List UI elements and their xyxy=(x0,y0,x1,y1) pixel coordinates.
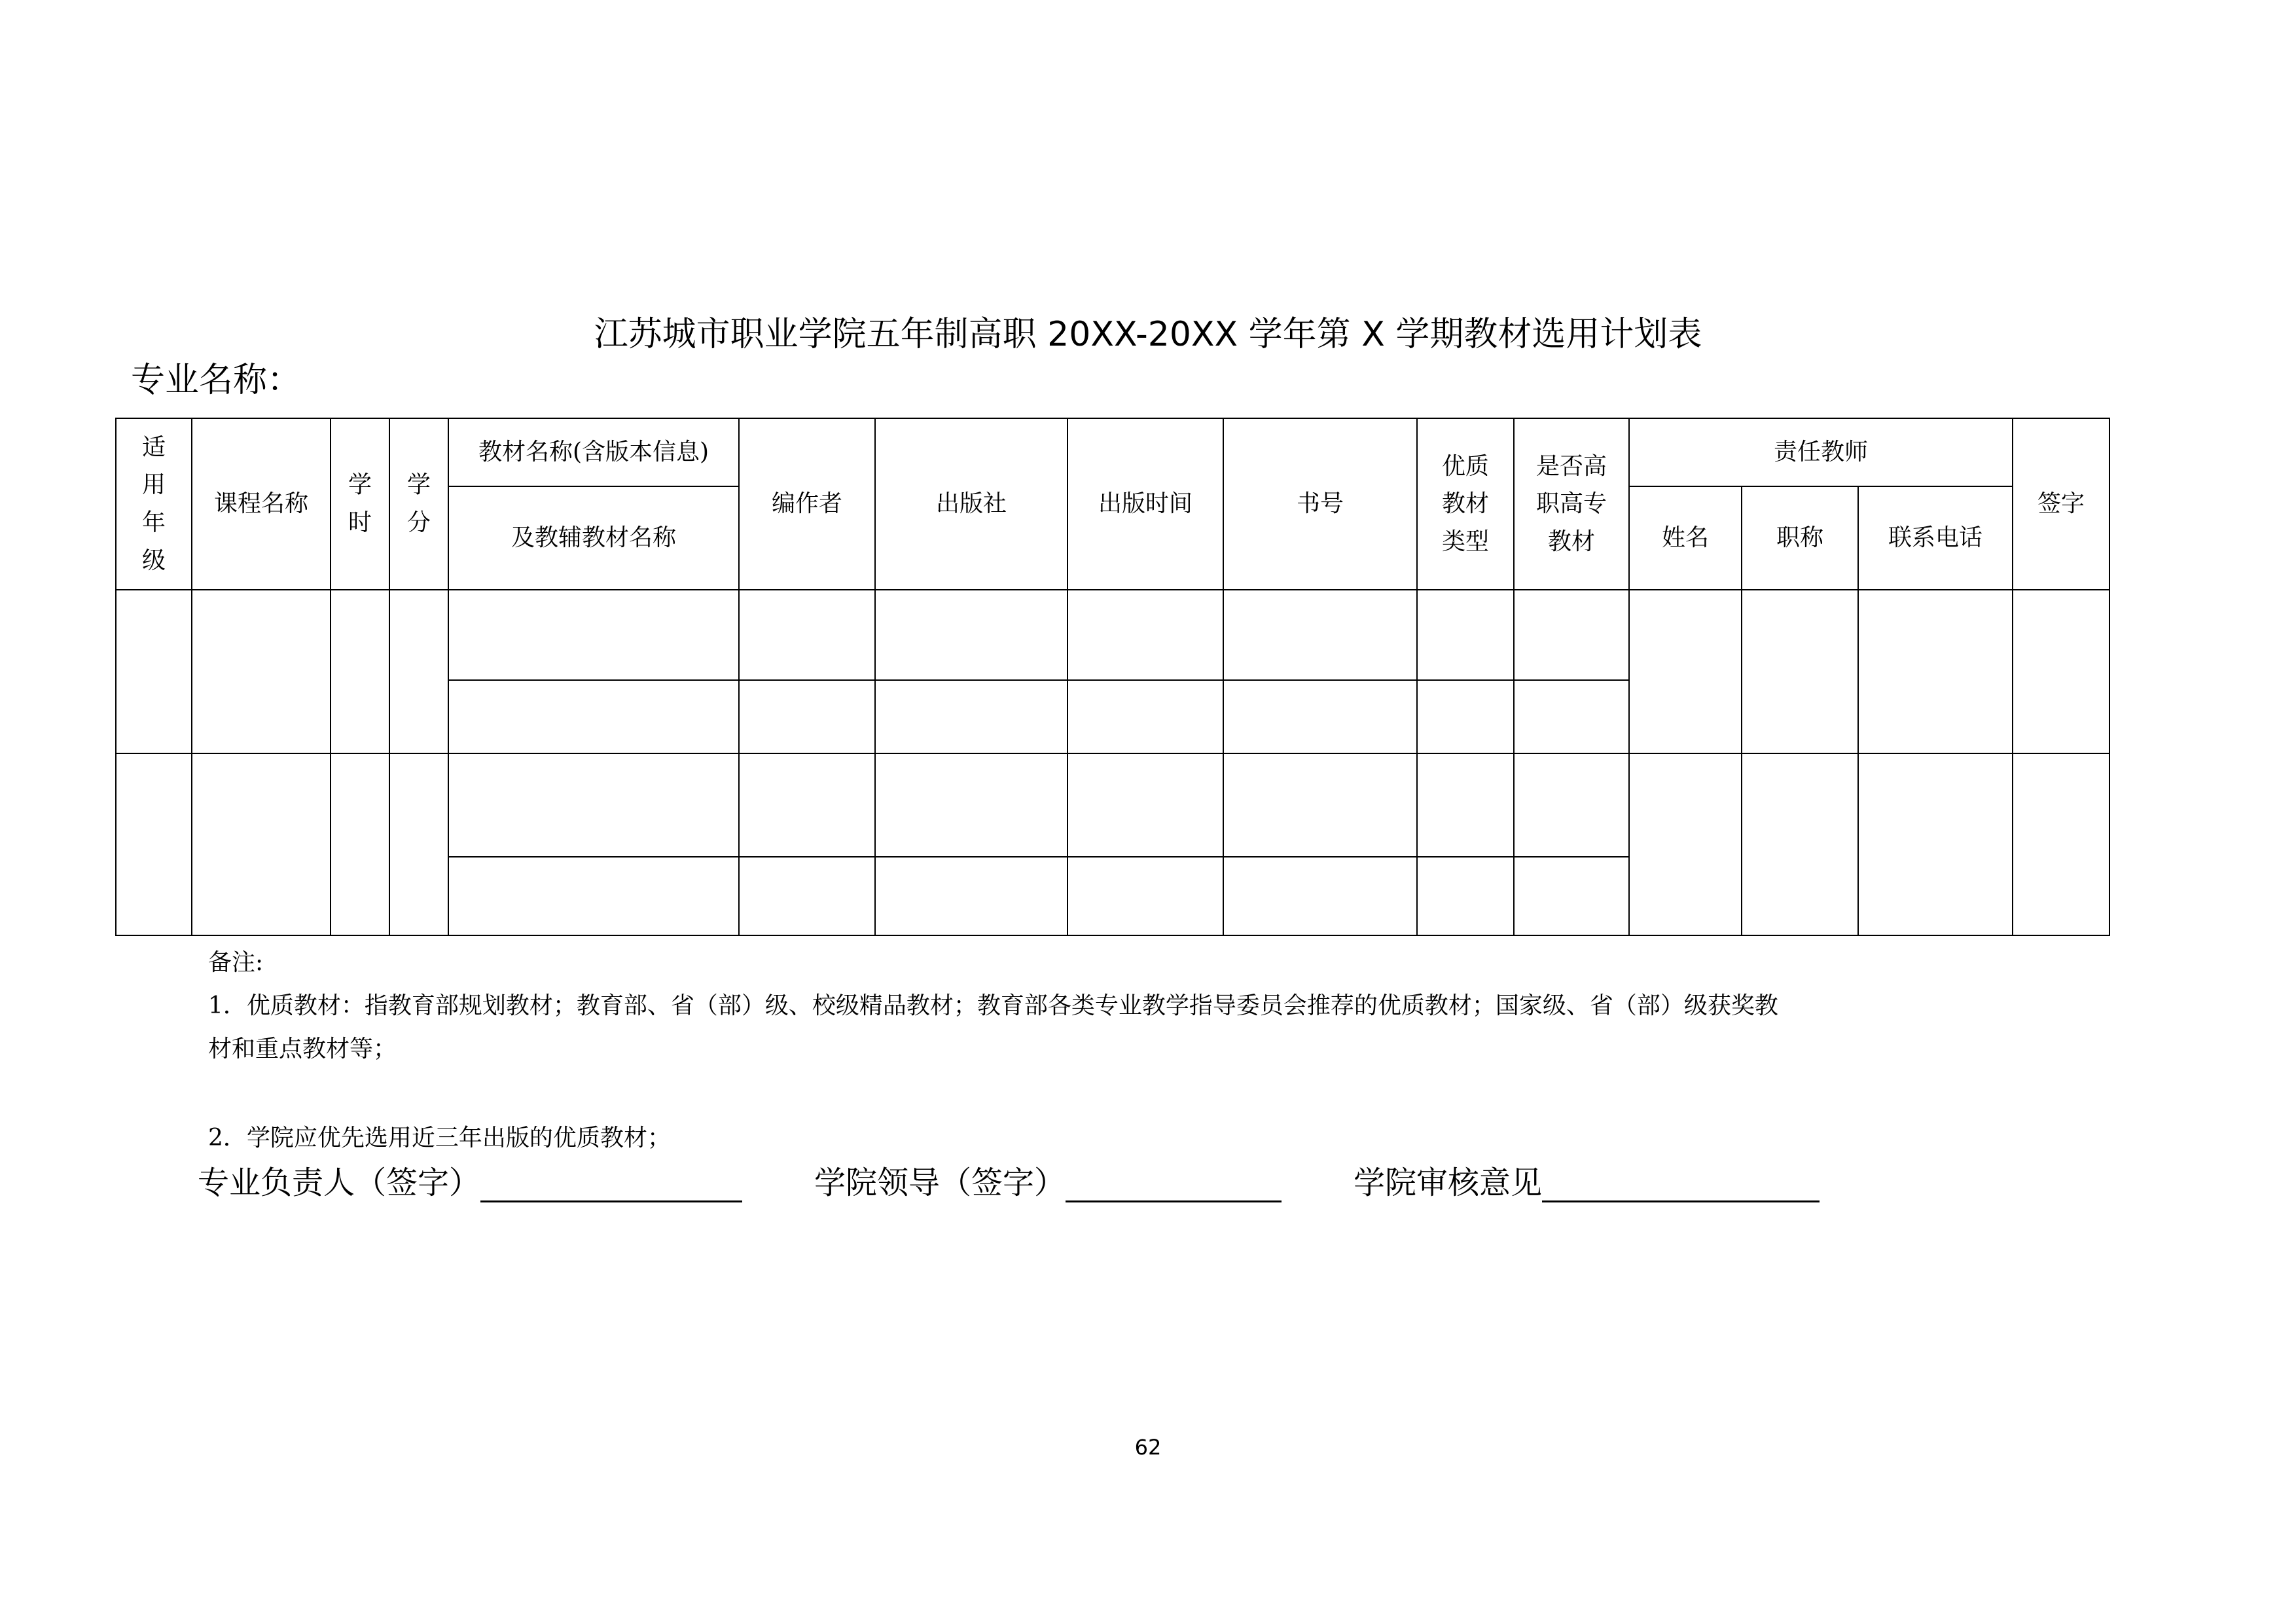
cell-publisher[interactable] xyxy=(875,753,1067,857)
cell-hours[interactable] xyxy=(331,753,389,935)
header-teacher-title: 职称 xyxy=(1742,486,1858,590)
cell-higher-vocational[interactable] xyxy=(1514,857,1629,935)
header-teacher-name: 姓名 xyxy=(1629,486,1742,590)
cell-teacher-phone[interactable] xyxy=(1858,590,2013,753)
cell-book-number[interactable] xyxy=(1223,857,1417,935)
cell-publisher[interactable] xyxy=(875,857,1067,935)
major-head-signature-line[interactable] xyxy=(480,1166,742,1202)
college-review-line[interactable] xyxy=(1542,1166,1820,1202)
note-item-1-continued: 材和重点教材等； xyxy=(208,1036,397,1062)
header-course-name: 课程名称 xyxy=(192,418,331,590)
header-textbook-name: 教材名称(含版本信息) xyxy=(448,418,739,486)
major-name-label: 专业名称： xyxy=(131,361,302,400)
college-review-label: 学院审核意见 xyxy=(1354,1164,1543,1201)
cell-quality-type[interactable] xyxy=(1417,680,1514,753)
cell-author[interactable] xyxy=(739,680,875,753)
cell-book-number[interactable] xyxy=(1223,590,1417,680)
cell-quality-type[interactable] xyxy=(1417,857,1514,935)
header-teacher-phone: 联系电话 xyxy=(1858,486,2013,590)
notes-heading: 备注: xyxy=(208,949,264,976)
cell-teacher-name[interactable] xyxy=(1629,753,1742,935)
cell-quality-type[interactable] xyxy=(1417,590,1514,680)
header-author: 编作者 xyxy=(739,418,875,590)
cell-publish-date[interactable] xyxy=(1067,753,1223,857)
cell-teacher-phone[interactable] xyxy=(1858,753,2013,935)
cell-supplementary-textbook[interactable] xyxy=(448,680,739,753)
cell-publisher[interactable] xyxy=(875,590,1067,680)
cell-author[interactable] xyxy=(739,753,875,857)
college-leader-signature-line[interactable] xyxy=(1066,1166,1282,1202)
major-head-signature-label: 专业负责人（签字） xyxy=(198,1164,481,1201)
header-signature: 签字 xyxy=(2013,418,2109,590)
header-publisher: 出版社 xyxy=(875,418,1067,590)
header-higher-vocational: 是否高职高专教材 xyxy=(1514,418,1629,590)
document-title: 江苏城市职业学院五年制高职 20XX-20XX 学年第 X 学期教材选用计划表 xyxy=(594,315,1702,354)
note-item-1: 1．优质教材：指教育部规划教材；教育部、省（部）级、校级精品教材；教育部各类专业教学指导委员会推荐的优质教材；国家级、省（部）级获奖教 xyxy=(208,992,1778,1019)
cell-grade[interactable] xyxy=(116,753,192,935)
notes-section xyxy=(208,941,1884,1160)
cell-credits[interactable] xyxy=(389,590,448,753)
cell-credits[interactable] xyxy=(389,753,448,935)
textbook-plan-table xyxy=(115,418,2110,936)
cell-signature[interactable] xyxy=(2013,753,2109,935)
cell-supplementary-textbook[interactable] xyxy=(448,857,739,935)
cell-course-name[interactable] xyxy=(192,590,331,753)
page-number: 62 xyxy=(1134,1435,1162,1460)
cell-higher-vocational[interactable] xyxy=(1514,590,1629,680)
cell-author[interactable] xyxy=(739,590,875,680)
cell-higher-vocational[interactable] xyxy=(1514,680,1629,753)
signature-row xyxy=(198,1157,1820,1202)
cell-hours[interactable] xyxy=(331,590,389,753)
cell-quality-type[interactable] xyxy=(1417,753,1514,857)
header-book-number: 书号 xyxy=(1223,418,1417,590)
college-leader-signature-label: 学院领导（签字） xyxy=(814,1164,1066,1201)
cell-book-number[interactable] xyxy=(1223,680,1417,753)
cell-textbook-name[interactable] xyxy=(448,753,739,857)
table-row xyxy=(116,753,2109,857)
cell-grade[interactable] xyxy=(116,590,192,753)
header-publish-date: 出版时间 xyxy=(1067,418,1223,590)
cell-publish-date[interactable] xyxy=(1067,680,1223,753)
header-hours: 学时 xyxy=(331,418,389,590)
cell-publish-date[interactable] xyxy=(1067,857,1223,935)
cell-signature[interactable] xyxy=(2013,590,2109,753)
cell-higher-vocational[interactable] xyxy=(1514,753,1629,857)
cell-teacher-name[interactable] xyxy=(1629,590,1742,753)
note-item-2: 2．学院应优先选用近三年出版的优质教材； xyxy=(208,1125,671,1151)
cell-publish-date[interactable] xyxy=(1067,590,1223,680)
cell-author[interactable] xyxy=(739,857,875,935)
cell-textbook-name[interactable] xyxy=(448,590,739,680)
cell-teacher-title[interactable] xyxy=(1742,590,1858,753)
header-responsible-teacher: 责任教师 xyxy=(1629,418,2013,486)
cell-course-name[interactable] xyxy=(192,753,331,935)
table-row xyxy=(116,590,2109,680)
header-grade: 适用年级 xyxy=(116,418,192,590)
cell-book-number[interactable] xyxy=(1223,753,1417,857)
cell-teacher-title[interactable] xyxy=(1742,753,1858,935)
header-quality-type: 优质教材类型 xyxy=(1417,418,1514,590)
header-credits: 学分 xyxy=(389,418,448,590)
cell-publisher[interactable] xyxy=(875,680,1067,753)
header-supplementary-textbook: 及教辅教材名称 xyxy=(448,486,739,590)
